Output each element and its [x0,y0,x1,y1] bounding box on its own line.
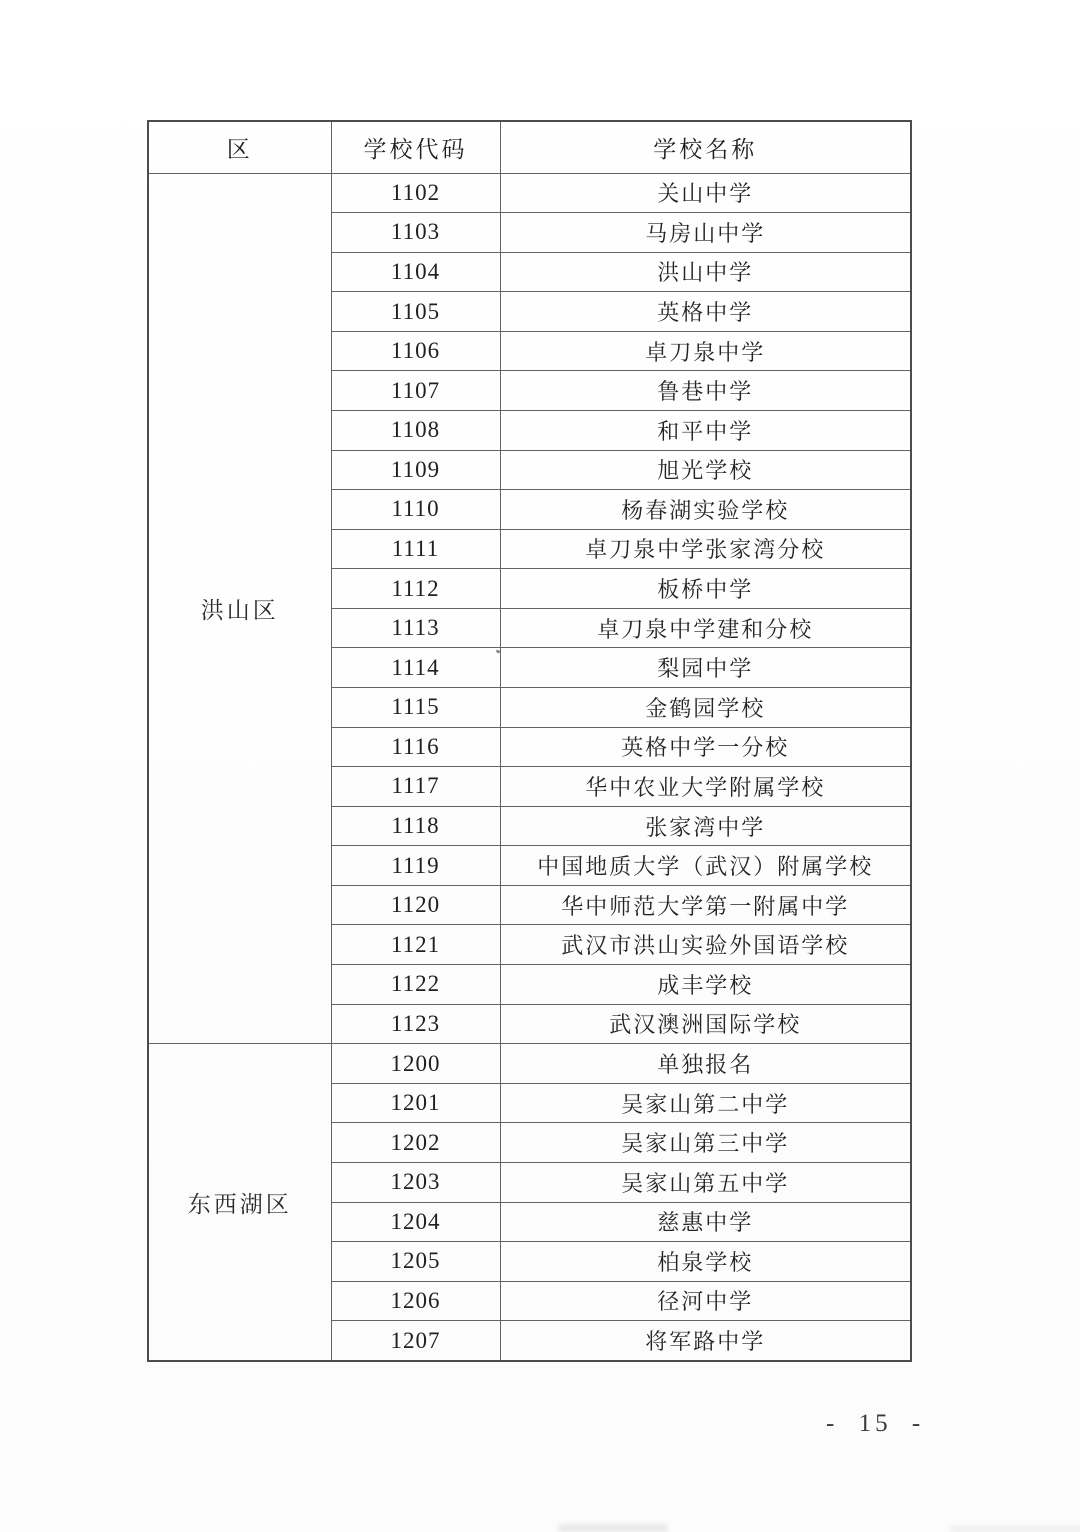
school-name: 吴家山第二中学 [500,1083,911,1123]
school-name: 柏泉学校 [500,1242,911,1282]
school-name: 华中农业大学附属学校 [500,767,911,807]
school-name: 单独报名 [500,1044,911,1084]
school-code: 1119 [331,846,500,886]
table-row [148,1044,911,1084]
school-code: 1122 [331,965,500,1005]
district-cell: 洪山区 [148,173,331,1044]
page-number: - 15 - [826,1410,925,1437]
school-name: 英格中学一分校 [500,727,911,767]
school-code: 1115 [331,688,500,728]
school-name: 华中师范大学第一附属中学 [500,885,911,925]
school-code: 1207 [331,1321,500,1361]
school-code: 1120 [331,885,500,925]
school-code: 1109 [331,450,500,490]
school-code: 1113 [331,608,500,648]
school-code: 1117 [331,767,500,807]
school-code: 1121 [331,925,500,965]
school-code: 1110 [331,490,500,530]
school-name: 卓刀泉中学 [500,331,911,371]
school-name: 将军路中学 [500,1321,911,1361]
school-name: 关山中学 [500,173,911,213]
school-code: 1112 [331,569,500,609]
scan-smudge-artifact [950,1526,1080,1532]
school-name: 洪山中学 [500,252,911,292]
header-school-name: 学校名称 [500,121,911,173]
district-cell: 东西湖区 [148,1044,331,1361]
school-name: 成丰学校 [500,965,911,1005]
school-name: 径河中学 [500,1281,911,1321]
school-name: 张家湾中学 [500,806,911,846]
school-name: 中国地质大学（武汉）附属学校 [500,846,911,886]
school-code: 1200 [331,1044,500,1084]
school-code: 1103 [331,213,500,253]
school-code: 1102 [331,173,500,213]
header-district: 区 [148,121,331,173]
school-name: 慈惠中学 [500,1202,911,1242]
school-name: 和平中学 [500,410,911,450]
school-code: 1204 [331,1202,500,1242]
header-school-code: 学校代码 [331,121,500,173]
school-code: 1116 [331,727,500,767]
table-header-row [148,121,911,173]
school-name: 金鹤园学校 [500,688,911,728]
school-code: 1206 [331,1281,500,1321]
school-code: 1205 [331,1242,500,1282]
school-name: 武汉澳洲国际学校 [500,1004,911,1044]
school-name: 英格中学 [500,292,911,332]
scan-smudge-artifact [558,1524,668,1532]
school-code: 1107 [331,371,500,411]
school-name: 旭光学校 [500,450,911,490]
school-code: 1118 [331,806,500,846]
school-name: 杨春湖实验学校 [500,490,911,530]
school-code: 1105 [331,292,500,332]
school-code: 1106 [331,331,500,371]
school-code: 1111 [331,529,500,569]
school-name: 板桥中学 [500,569,911,609]
school-code: 1123 [331,1004,500,1044]
school-name: 马房山中学 [500,213,911,253]
school-name: 吴家山第五中学 [500,1162,911,1202]
school-code: 1203 [331,1162,500,1202]
school-name: 武汉市洪山实验外国语学校 [500,925,911,965]
school-name: 卓刀泉中学建和分校 [500,608,911,648]
school-name: 卓刀泉中学张家湾分校 [500,529,911,569]
school-code: 1202 [331,1123,500,1163]
school-code: 1114 [331,648,500,688]
school-code-table [147,120,912,1362]
school-code: 1108 [331,410,500,450]
school-name: 鲁巷中学 [500,371,911,411]
school-code: 1104 [331,252,500,292]
school-name: 梨园中学 [500,648,911,688]
table-row [148,173,911,213]
school-name: 吴家山第三中学 [500,1123,911,1163]
school-code: 1201 [331,1083,500,1123]
